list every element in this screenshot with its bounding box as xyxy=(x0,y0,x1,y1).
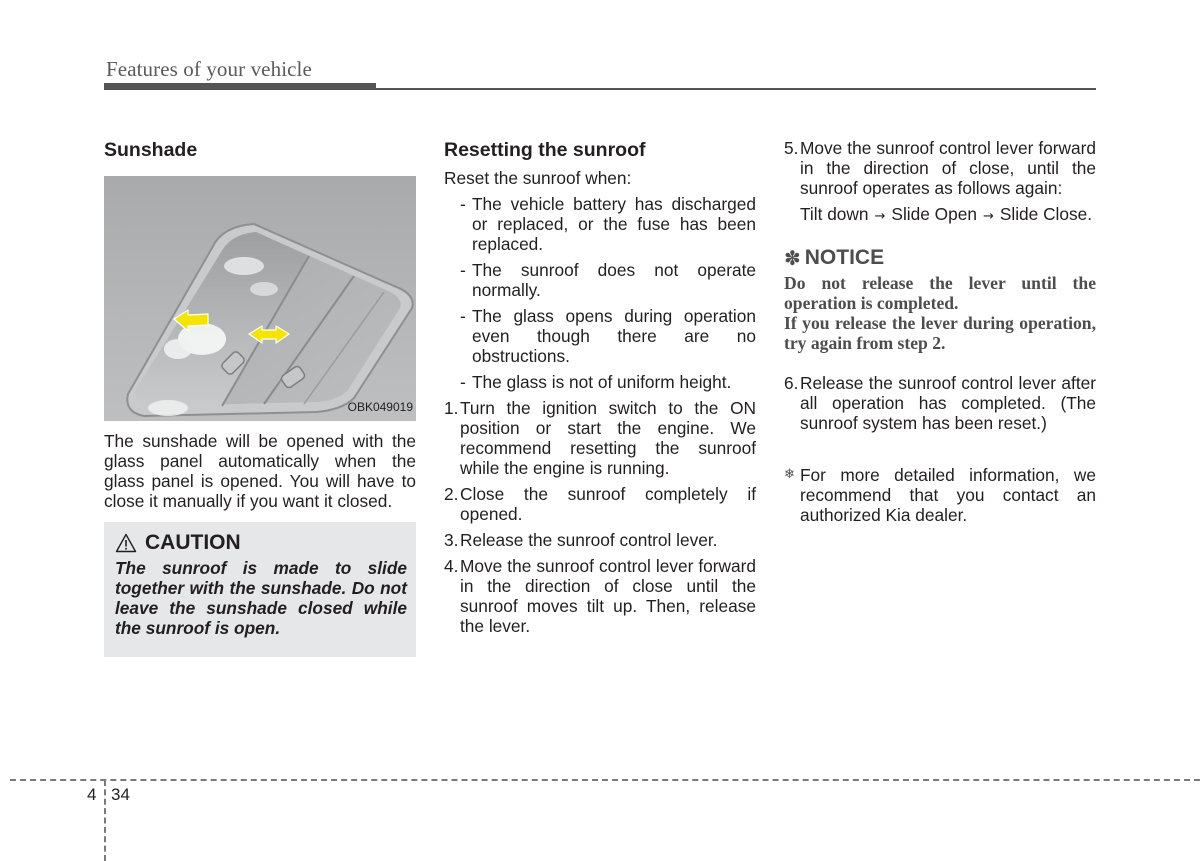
condition-item xyxy=(444,306,756,366)
step-text: Close the sunroof completely if opened. xyxy=(460,484,756,524)
header-rule-thick xyxy=(104,83,376,90)
step-text: Move the sunroof control lever forward in the direction of close, until the sunroof operates as follows again: xyxy=(800,138,1096,198)
step-item xyxy=(444,530,756,550)
caution-body: The sunroof is made to slide together with the sunshade. Do not leave the sunshade closed while the sunroof is open. xyxy=(115,558,407,638)
caution-box xyxy=(104,522,416,657)
step-item xyxy=(784,373,1096,433)
right-arrow-icon: → xyxy=(982,209,994,224)
caution-header xyxy=(115,530,407,556)
resetting-heading: Resetting the sunroof xyxy=(444,139,646,161)
condition-text: The vehicle battery has discharged or replaced, or the fuse has been replaced. xyxy=(472,194,756,254)
condition-text: The glass is not of uniform height. xyxy=(472,372,732,392)
sunshade-paragraph: The sunshade will be opened with the glass panel automatically when the glass panel is opened. You will have to close it manually if you want it closed. xyxy=(104,431,416,511)
step-text: Release the sunroof control lever after all operation has completed. (The sunroof system has been reset.) xyxy=(800,373,1096,433)
step-text: Turn the ignition switch to the ON position or start the engine. We recommend resetting the sunroof while the engine is running. xyxy=(460,398,756,478)
step-number: 3. xyxy=(444,530,459,550)
bullet-dash: - xyxy=(460,306,466,326)
condition-text: The glass opens during operation even though there are no obstructions. xyxy=(472,306,756,366)
notice-star-icon: ✽ xyxy=(784,246,801,270)
notice-body-2: If you release the lever during operation, try again from step 2. xyxy=(784,313,1096,353)
step-item xyxy=(444,398,756,478)
dealer-note xyxy=(784,465,1096,525)
dealer-note-text: For more detailed information, we recommend that you contact an authorized Kia dealer. xyxy=(800,465,1096,525)
step-number: 2. xyxy=(444,484,459,504)
condition-text: The sunroof does not operate normally. xyxy=(472,260,756,300)
notice-box xyxy=(784,245,1096,353)
step-text: Release the sunroof control lever. xyxy=(460,530,718,550)
step-text: Move the sunroof control lever forward in the direction of close until the sunroof moves tilt up. Then, release the lever. xyxy=(460,556,756,636)
sequence-tilt-down: Tilt down xyxy=(800,204,869,224)
sequence-slide-close: Slide Close. xyxy=(999,204,1093,224)
notice-body-1: Do not release the lever until the operation is completed. xyxy=(784,273,1096,313)
reference-mark-icon: ❄ xyxy=(784,467,795,482)
bullet-dash: - xyxy=(460,260,466,280)
column-resetting xyxy=(444,138,756,636)
footer-dashed-rule xyxy=(10,779,1200,781)
condition-item xyxy=(444,372,756,392)
figure-code: OBK049019 xyxy=(347,400,413,414)
column-resetting-continued xyxy=(784,138,1096,525)
page-number: 34 xyxy=(111,785,130,804)
warning-triangle-icon xyxy=(115,533,137,553)
running-header-title: Features of your vehicle xyxy=(106,57,312,81)
notice-title: NOTICE xyxy=(804,246,885,269)
condition-item xyxy=(444,260,756,300)
step-number: 4. xyxy=(444,556,459,576)
sunroof-illustration xyxy=(104,176,416,421)
step-number: 1. xyxy=(444,398,459,418)
column-sunshade xyxy=(104,138,416,657)
notice-header xyxy=(784,245,1096,271)
resetting-intro: Reset the sunroof when: xyxy=(444,168,632,188)
step-number: 6. xyxy=(784,373,799,393)
bullet-dash: - xyxy=(460,194,466,214)
sunroof-illustration-graphic xyxy=(104,176,416,421)
step-item xyxy=(444,556,756,636)
footer-dashed-divider xyxy=(104,780,106,861)
chapter-number: 4 xyxy=(87,785,97,804)
bullet-dash: - xyxy=(460,372,466,392)
step-number: 5. xyxy=(784,138,799,158)
step-item xyxy=(444,484,756,524)
right-arrow-icon: → xyxy=(874,209,886,224)
caution-title: CAUTION xyxy=(145,531,241,554)
sequence-slide-open: Slide Open xyxy=(891,204,977,224)
header-rule-thin xyxy=(376,88,1096,90)
condition-item xyxy=(444,194,756,254)
operation-sequence xyxy=(784,204,1096,227)
step-item xyxy=(784,138,1096,198)
sunshade-heading: Sunshade xyxy=(104,139,198,161)
